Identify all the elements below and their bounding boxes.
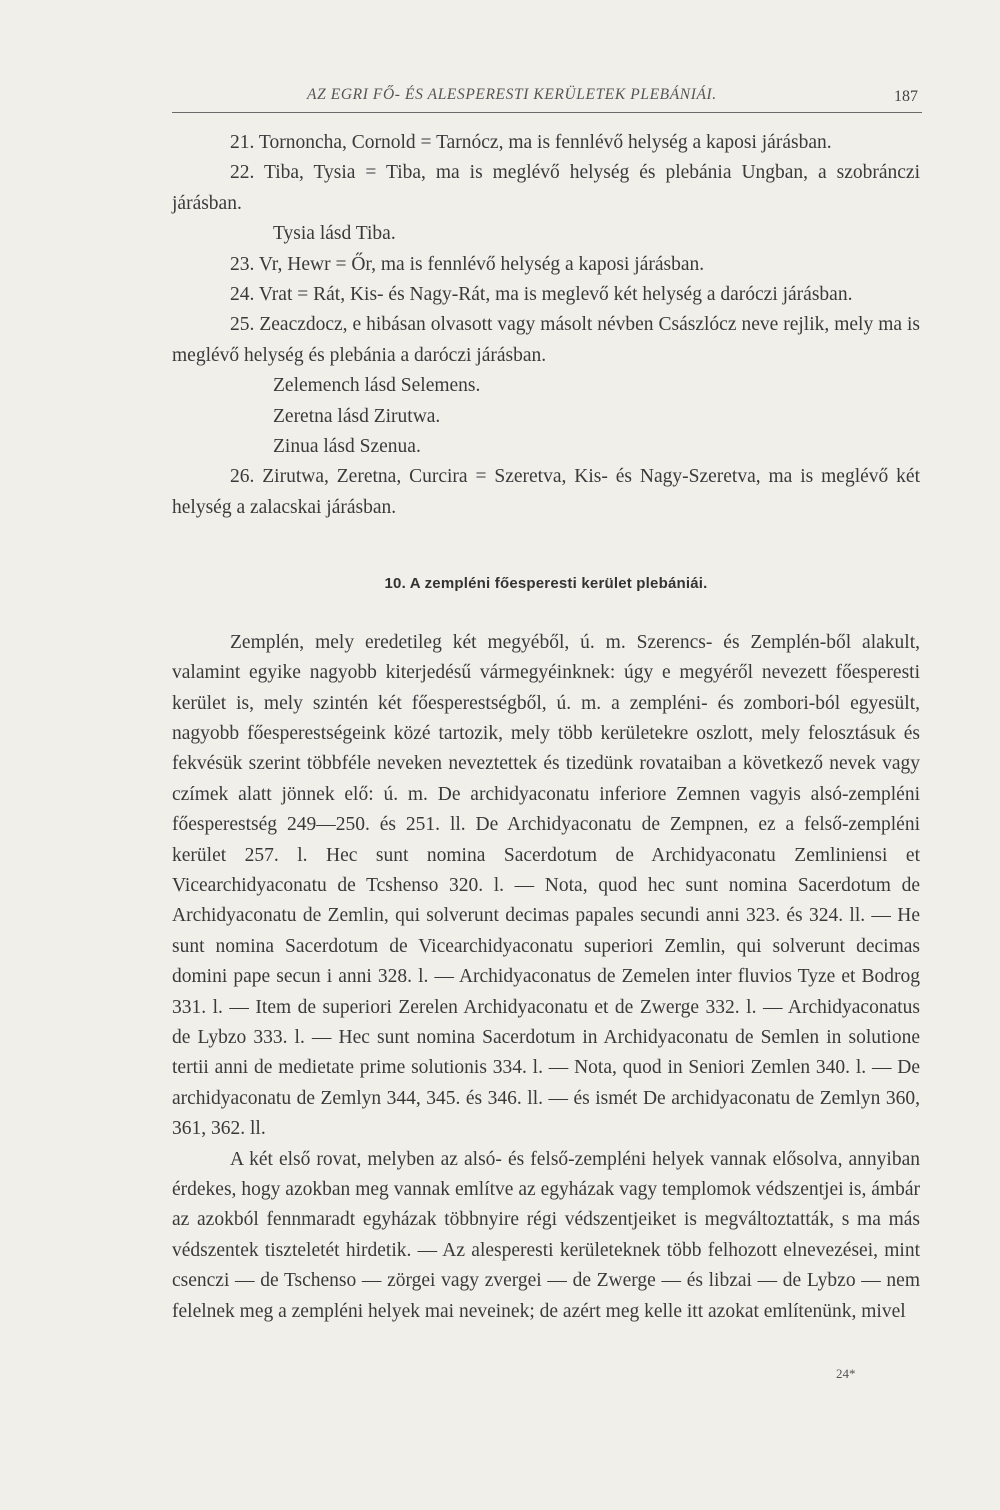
signature-mark: 24* <box>836 1366 856 1381</box>
entry-24: 24. Vrat = Rát, Kis- és Nagy-Rát, ma is meglevő két helység a daróczi járásban. <box>230 284 853 306</box>
entry-25: 25. Zeaczdocz, e hibásan olvasott vagy másolt névben Császlócz neve rejlik, mely ma is meglévő helység és plebánia a daróczi járásban. <box>172 314 920 366</box>
entry-21: 21. Tornoncha, Cornold = Tarnócz, ma is fennlévő helység a kaposi járásban. <box>230 132 832 153</box>
cross-reference: Zeretna lásd Zirutwa. <box>273 405 441 427</box>
paragraph: Zemplén, mely eredetileg két megyéből, ú. m. Szerencs- és Zemplén-ből alakult, valamint egyike nagyobb kiterjedésű vármegyéinknek: úgy e megyéről nevezett főesperesti kerület is, mely szintén két főesperestségből, ú. m. a zempléni- és zombori-ból egyesült, nagyobb főesperestségeink közé tartozik, mely több kerületekre oszlott, mely felosztásuk és fekvésük szerint többféle neveken neveztettek és tizedünk rovataiban a következő nevek vagy czímek alatt jönnek elő: ú. m. De archidyaconatu inferiore Zemnen vagyis alsó-zempléni főesperestség 249—250. és 251. ll. De Archidyaconatu de Zempnen, ez a felső-zempléni kerület 257. l. Hec sunt nomina Sacerdotum de Archidyaconatu Zemliniensi et Vicearchidyaconatu de Tcshenso 320. l. — Nota, quod hec sunt nomina Sacerdotum de Archidyaconatu de Zemlin, qui solverunt decimas papales secundi anni 323. és 324. ll. — He sunt nomina Sacerdotum de Vicearchidyaconatu superiori Zemlin, qui solverunt decimas domini pape secun i anni 328. l. — Archidyaconatus de Zemelen inter fluvios Tyze et Bodrog 331. l. — Item de superiori Zerelen Archidyaconatu et de Zwerge 332. l. — Archidyaconatus de Lybzo 333. l. — Hec sunt nomina Sacerdotum in Archidyaconatu de Semlen in solutione tertii anni de medietate prime solutionis 334. l. — Nota, quod in Seniori Zemlen 340. l. — De archidyaconatu de Zemlyn 344, 345. és 346. ll. — és ismét De archidyaconatu de Zemlyn 360, 361, 362. ll. <box>172 631 920 1140</box>
page-number: 187 <box>894 88 918 105</box>
cross-reference: Zinua lásd Szenua. <box>273 436 421 458</box>
running-title: AZ EGRI FŐ- ÉS ALESPERESTI KERÜLETEK PLEBÁNIÁI. <box>307 86 717 103</box>
entry-26: 26. Zirutwa, Zeretna, Curcira = Szeretva, Kis- és Nagy-Szeretva, ma is meglévő két helység a zalacskai járásban. <box>172 466 920 518</box>
cross-reference: Tysia lásd Tiba. <box>273 223 396 245</box>
running-header <box>172 80 922 113</box>
entry-23: 23. Vr, Hewr = Őr, ma is fennlévő helység a kaposi járásban. <box>230 253 705 275</box>
paragraph: A két első rovat, melyben az alsó- és felső-zempléni helyek vannak elősolva, annyiban érdekes, hogy azokban meg vannak említve az egyházak vagy templomok védszentjei is, ámbár az azokból fennmaradt egyházak többnyire régi védszentjeiket is megváltoztatták, s ma más védszentek tiszteletét hirdetik. — Az alesperesti kerületeknek több felhozott elnevezései, mint csenczi — de Tschenso — zörgei vagy zvergei — de Zwerge — és libzai — de Lybzo — nem felelnek meg a zempléni helyek mai neveinek; de azért meg kelle itt azokat említenünk, mivel <box>172 1148 920 1322</box>
entry-22: 22. Tiba, Tysia = Tiba, ma is meglévő helység és plebánia Ungban, a szobránczi járásban. <box>172 162 920 214</box>
section-heading: 10. A zempléni főesperesti kerület plebániái. <box>384 575 708 593</box>
cross-reference: Zelemench lásd Selemens. <box>273 375 481 397</box>
page-body <box>172 128 920 1327</box>
